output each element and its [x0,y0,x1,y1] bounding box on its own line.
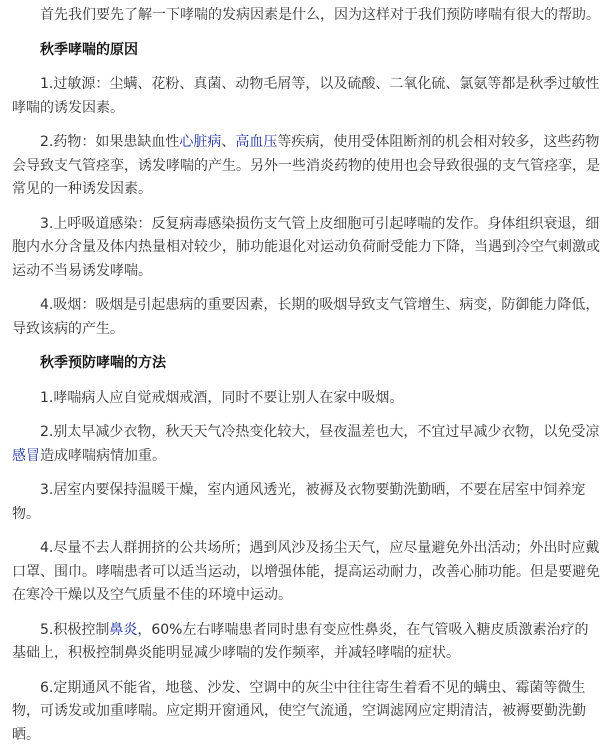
link-heart-disease[interactable]: 心脏病 [179,134,222,150]
cause-item-respiratory-infection: 3.上呼吸道感染：反复病毒感染损伤支气管上皮细胞可引起哮喘的发作。身体组织衰退，细胞内水分含量及体内热量相对较少，肺功能退化对运动负荷耐受能力下降，当遇到冷空气刺激或运动不当易诱发哮喘。 [12,215,600,279]
section-heading-prevention: 秋季预防哮喘的方法 [40,355,166,371]
cause-item-smoking: 4.吸烟：吸烟是引起患病的重要因素，长期的吸烟导致支气管增生、病变，防御能力降低，导致该病的产生。 [12,297,600,337]
prevention-item-clothing-suffix: 造成哮喘病情加重。 [40,447,166,464]
link-common-cold[interactable]: 感冒 [12,447,40,464]
prevention-item-public-places: 4.尽量不去人群拥挤的公共场所；遇到风沙及扬尘天气，应尽量避免外出活动；外出时应戴口罩、围巾。哮喘患者可以适当运动，以增强体能，提高运动耐力，改善心肺功能。但是要避免在寒冷干燥以及空气质量不佳的环境中运动。 [12,540,600,603]
prevention-item-quit-smoking: 1.哮喘病人应自觉戒烟戒酒，同时不要让别人在家中吸烟。 [40,389,404,406]
link-hypertension[interactable]: 高血压 [235,134,278,150]
section-heading-causes: 秋季哮喘的原因 [40,41,138,58]
cause-item-drugs [12,131,602,202]
intro-paragraph: 首先我们要先了解一下哮喘的发病因素是什么，因为这样对于我们预防哮喘有很大的帮助。 [40,7,600,23]
prevention-item-ventilation: 6.定期通风不能省，地毯、沙发、空调中的灰尘中往往寄生着看不见的螨虫、霉菌等微生物，可诱发或加重哮喘。应定期开窗通风，使空气流通，空调滤网应定期清洁，被褥要勤洗勤晒。 [12,679,586,743]
cause-item-drugs-suffix: 等疾病，使用受体阻断剂的机会相对较多，这些药物会导致支气管痉挛，诱发哮喘的产生。另外一些消炎药物的使用也会导致很强的支气管痉挛，是常见的一种诱发因素。 [12,134,600,197]
separator: 、 [221,134,236,150]
prevention-item-rhinitis-prefix: 5.积极控制 [40,621,110,638]
prevention-item-rhinitis-suffix: ，60%左右哮喘患者同时患有变应性鼻炎，在气管吸入糖皮质激素治疗的基础上，积极控制鼻炎能明显减少哮喘的发作频率，并减轻哮喘的症状。 [12,621,589,661]
prevention-item-clothing [12,421,602,468]
prevention-item-clothing-prefix: 2.别太早减少衣物，秋天天气冷热变化较大，昼夜温差也大，不宜过早减少衣物，以免受凉 [40,424,600,440]
link-rhinitis[interactable]: 鼻炎 [109,621,138,638]
prevention-item-indoor: 3.居室内要保持温暖干燥，室内通风透光，被褥及衣物要勤洗勤晒，不要在居室中饲养宠物。 [12,482,586,522]
cause-item-drugs-prefix: 2.药物：如果患缺血性 [40,134,180,150]
prevention-item-rhinitis [12,619,602,666]
cause-item-allergens: 1.过敏源：尘螨、花粉、真菌、动物毛屑等，以及硫酸、二氧化硫、氯氨等都是秋季过敏性哮喘的诱发因素。 [12,76,600,116]
